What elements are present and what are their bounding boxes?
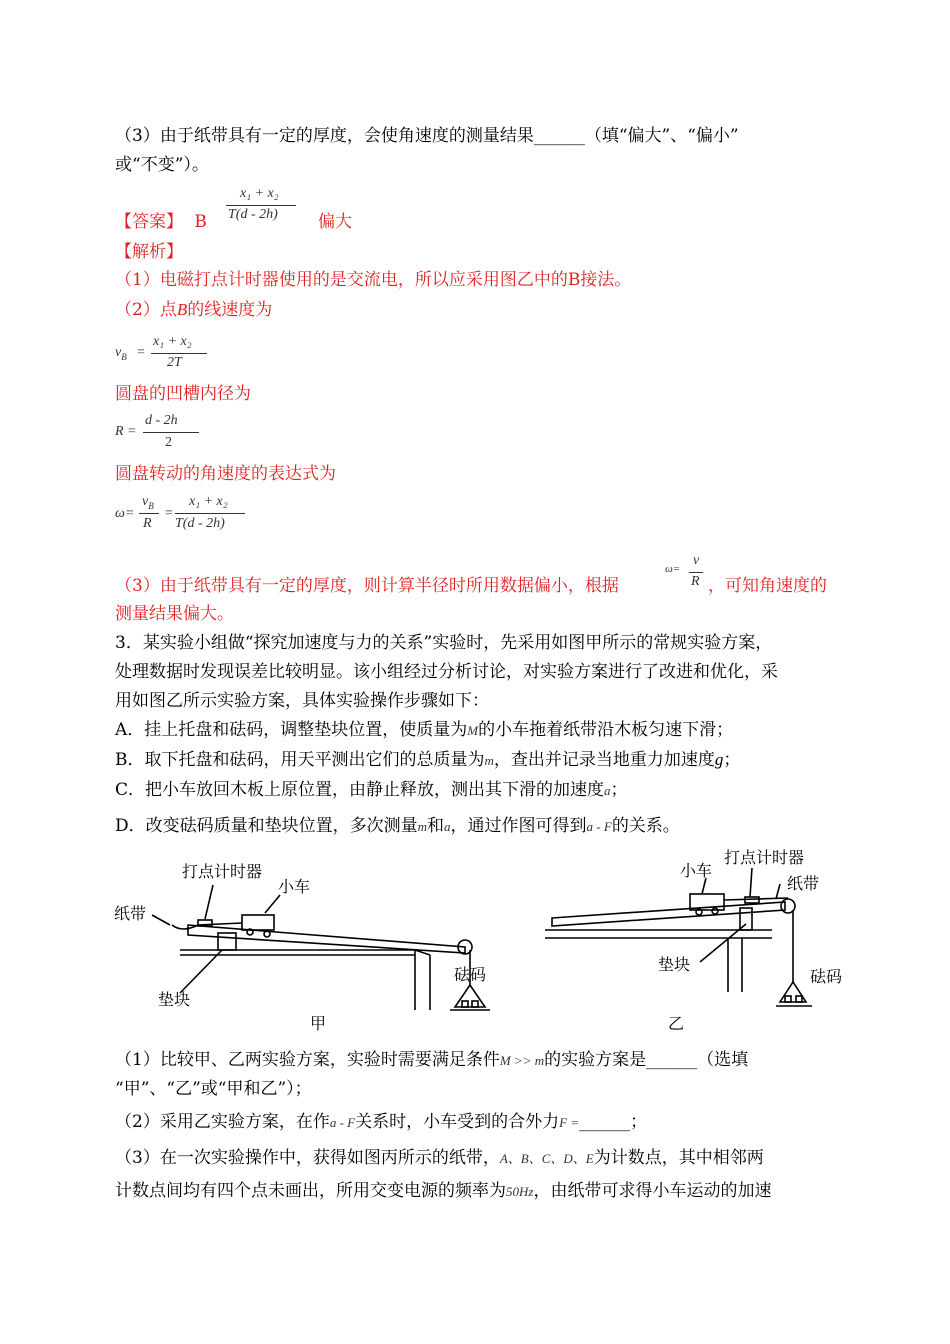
q3-sub1: （1）比较甲、乙两实验方案，实验时需要满足条件M >> m的实验方案是______（选填 [115,1050,749,1070]
answer-line [115,210,207,234]
r-numerator: d - 2h [145,413,178,428]
answer-fraction-numerator: x₁ + x₂ [240,186,279,201]
omega-num1: $v_B$ [142,494,154,511]
label-car: 小车 [680,861,713,880]
q2-part3-line1 [115,124,739,148]
vb-formula: $v_B$ = x₁ + x₂ 2T [115,334,215,374]
answer-1: B [194,212,207,232]
figure-jia [110,855,490,1035]
answer-fraction-denominator: T(d - 2h) [228,207,278,222]
analysis-p5: （3）由于纸带具有一定的厚度，则计算半径时所用数据偏小，根据 [115,576,619,596]
q3-step-a: A．挂上托盘和砝码，调整垫块位置，使质量为M的小车拖着纸带沿木板匀速下滑； [115,720,734,740]
car [242,915,274,930]
wedge-block [218,933,236,950]
label-weight: 砝码 [810,967,843,986]
paper-tape [724,898,788,900]
omega-lhs: ω= [115,506,135,521]
label-weight: 砝码 [453,965,486,984]
condition-m: M >> m [499,1053,545,1068]
weight-tray [455,985,485,1007]
analysis-p3: 圆盘的凹槽内径为 [115,384,251,404]
figure-yi [540,842,860,1035]
vb-denominator: 2T [167,355,182,370]
caption-jia: 甲 [310,1014,327,1033]
omega-formula: ω= $v_B$ R = x₁ + x₂ T(d - 2h) [115,494,255,538]
analysis-p1: （1）电磁打点计时器使用的是交流电，所以应采用图乙中的B接法。 [115,270,632,290]
fraction-bar [175,513,245,514]
incline-board [552,902,785,926]
caption-yi: 乙 [668,1014,685,1033]
frequency: 50Hz [506,1184,534,1199]
q2-part3-text: （3）由于纸带具有一定的厚度，会使角速度的测量结果 [115,126,534,146]
vb-lhs: $v_B$ [115,345,127,362]
r-lhs: R = [115,424,137,439]
r-formula [115,413,205,455]
vb-numerator: x₁ + x₂ [153,334,192,349]
analysis-p5-after: ，可知角速度的 [708,576,827,596]
omega-den2: T(d - 2h) [175,516,225,531]
analysis-p2: （2）点B的线速度为 [115,300,273,320]
fraction-bar [689,572,703,573]
answer-3: 偏大 [318,212,352,232]
q3-step-b: B．取下托盘和砝码，用天平测出它们的总质量为m，查出并记录当地重力加速度g； [115,750,741,770]
label-timer: 打点计时器 [182,862,263,881]
fraction-bar [151,353,207,354]
r-denominator: 2 [165,435,172,450]
q3-step-c: C．把小车放回木板上原位置，由静止释放，测出其下滑的加速度a； [115,780,628,800]
q3-intro-3: 用如图乙所示实验方案，具体实验操作步骤如下： [115,691,489,711]
incline-board [188,925,465,953]
q3-sub3: （3）在一次实验操作中，获得如图丙所示的纸带，A、B、C、D、E为计数点，其中相邻两 [115,1148,764,1168]
q3-intro-2: 处理数据时发现误差比较明显。该小组经过分析讨论，对实验方案进行了改进和优化，采 [115,662,778,682]
answer-fraction [226,186,298,230]
label-block: 垫块 [658,955,691,974]
answer-label: 【答案】 [115,212,183,232]
answer-blank[interactable]: ______ [533,126,585,146]
fraction-bar [139,513,159,514]
omega-v-r: ω= v R [665,553,709,595]
answer-blank[interactable]: ______ [579,1112,631,1132]
point-b-var: B [176,300,188,319]
analysis-label: 【解析】 [115,242,183,262]
q3-sub3-line2: 计数点间均有四个点未画出，所用交变电源的频率为50Hz，由纸带可求得小车运动的加速 [115,1181,772,1201]
q3-intro-1: 3．某实验小组做“探究加速度与力的关系”实验时，先采用如图甲所示的常规实验方案， [115,633,773,653]
q2-part3-options: （填“偏大”、“偏小” [584,126,739,146]
fraction-bar [143,432,199,433]
label-block: 垫块 [158,990,191,1009]
answer-blank[interactable]: ______ [646,1050,698,1070]
label-car: 小车 [278,877,311,896]
label-tape: 纸带 [114,904,147,923]
analysis-p4: 圆盘转动的角速度的表达式为 [115,464,336,484]
q2-part3-line2: 或“不变”）。 [115,155,209,175]
label-timer: 打点计时器 [724,848,805,867]
omega-num2: x₁ + x₂ [189,494,228,509]
label-tape: 纸带 [787,874,820,893]
omega-den1: R [143,516,152,531]
fraction-bar [226,205,296,206]
q3-step-d: D．改变砝码质量和垫块位置，多次测量m和a，通过作图可得到a - F的关系。 [115,816,680,836]
analysis-p5-line2: 测量结果偏大。 [115,604,234,624]
q3-sub1-line2: “甲”、“乙”或“甲和乙”）； [115,1079,312,1099]
q3-sub2: （2）采用乙实验方案，在作a - F关系时，小车受到的合外力F =______； [115,1112,648,1132]
